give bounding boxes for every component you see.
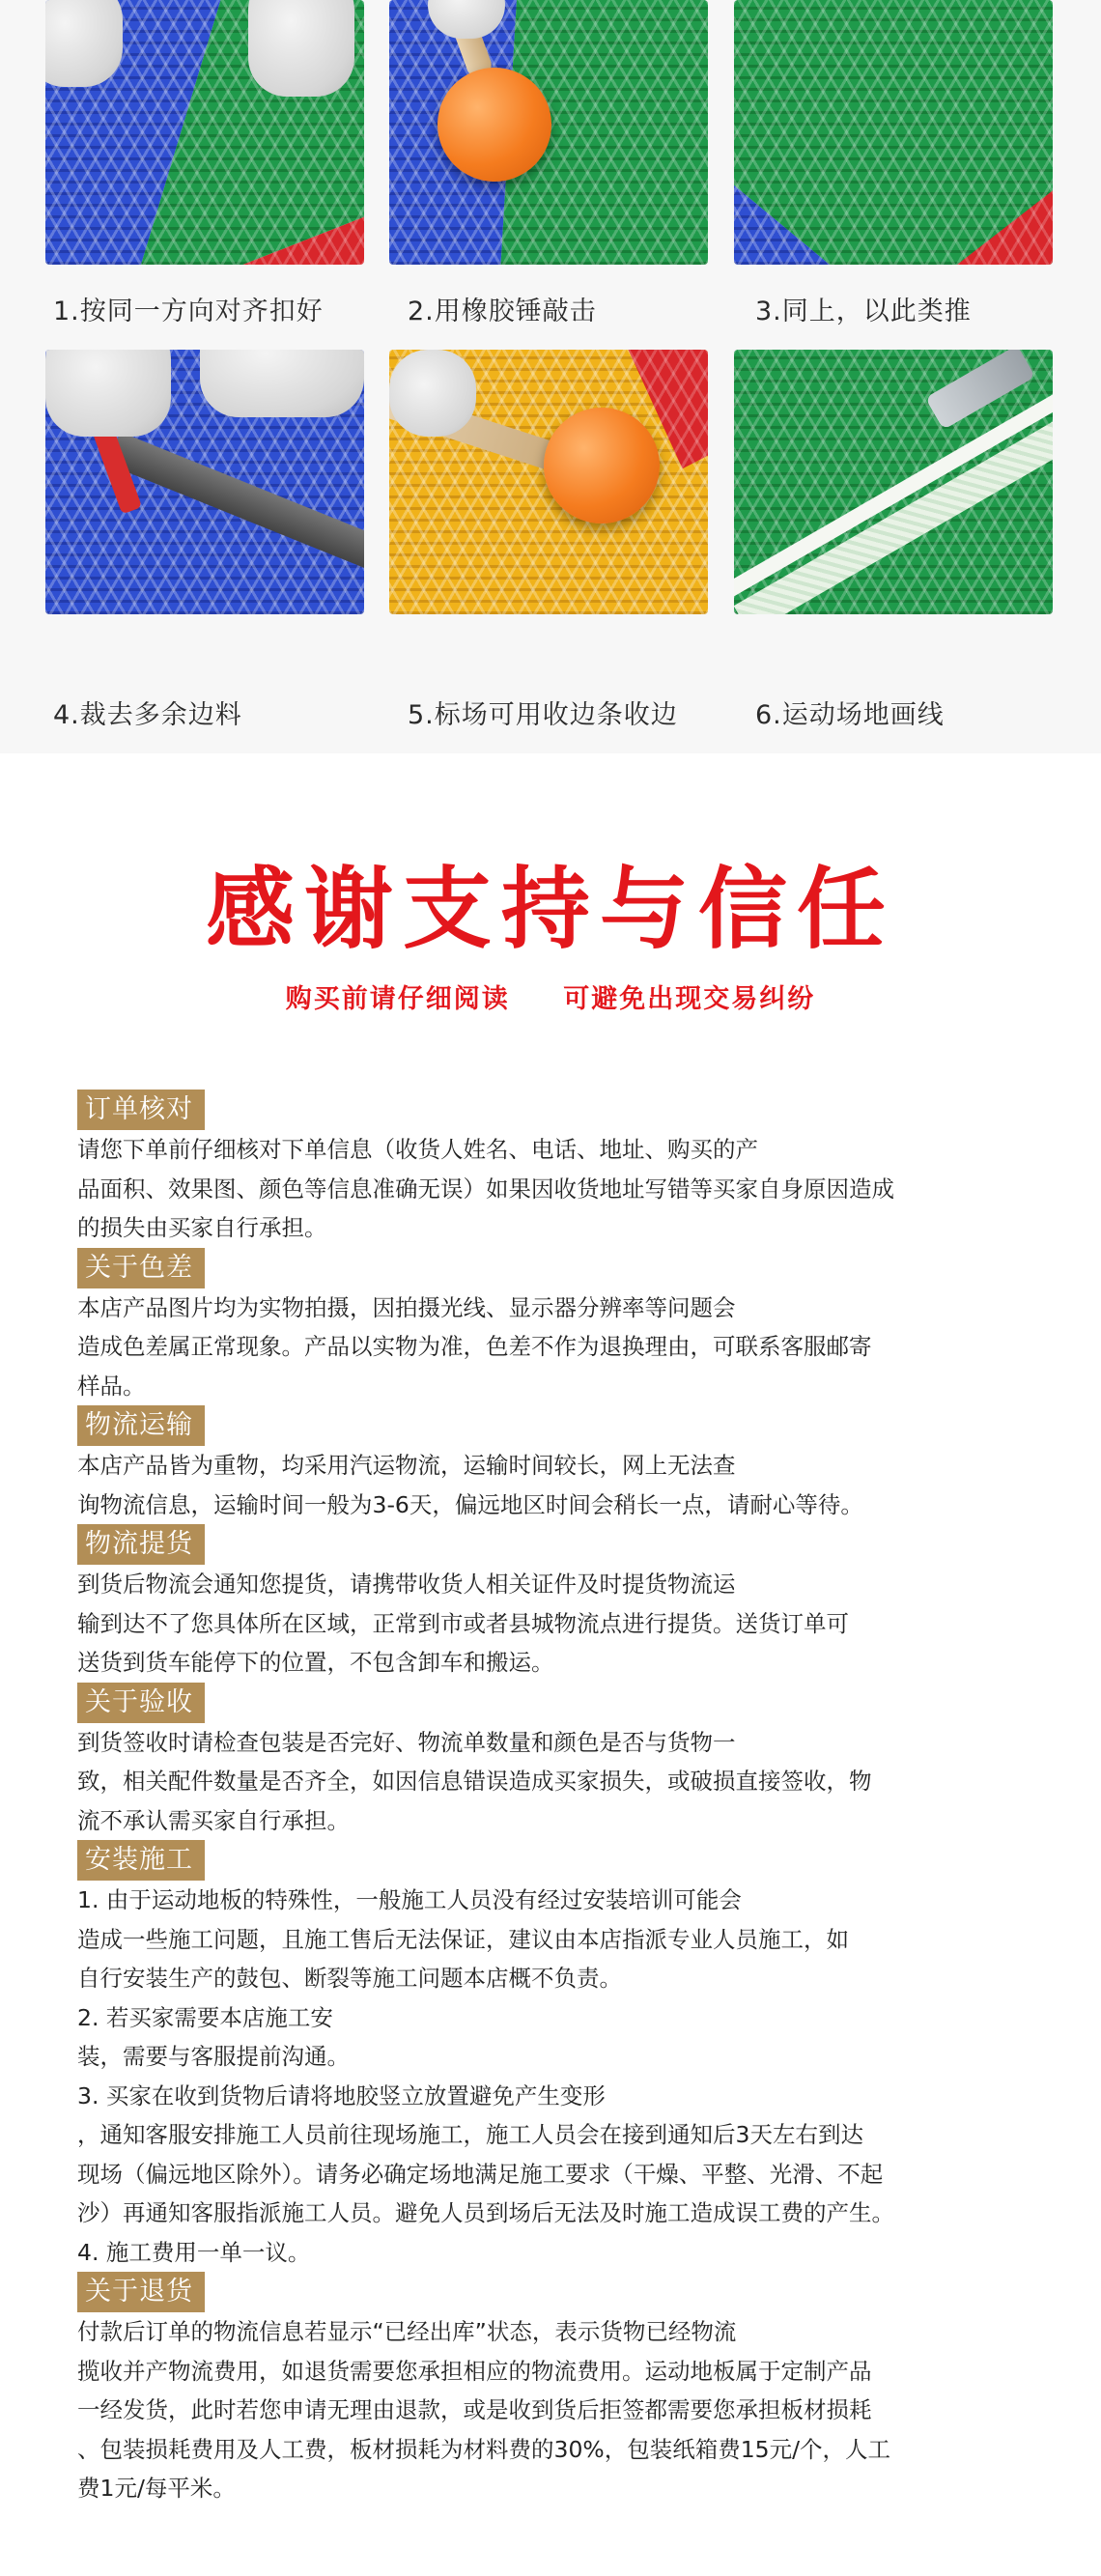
notice-section [77, 1840, 1043, 2272]
section-line: 到货签收时请检查包装是否完好、物流单数量和颜色是否与货物一 [77, 1728, 736, 1756]
step-5 [389, 350, 708, 614]
section-line: 请您下单前仔细核对下单信息（收货人姓名、电话、地址、购买的产 [77, 1136, 758, 1163]
step-1-caption: 1.按同一方向对齐扣好 [53, 297, 324, 326]
step-4-caption: 4.裁去多余边料 [53, 700, 242, 730]
section-line: 沙）再通知客服指派施工人员。避免人员到场后无法及时施工造成误工费的产生。 [77, 2199, 894, 2226]
section-heading: 关于验收 [77, 1683, 205, 1723]
section-heading: 安装施工 [77, 1840, 205, 1881]
step-5-photo [389, 350, 708, 614]
notice-section [77, 1090, 1043, 1248]
step-4-photo [45, 350, 364, 614]
section-line: 付款后订单的物流信息若显示“已经出库”状态，表示货物已经物流 [77, 2318, 737, 2345]
section-body [77, 1565, 1043, 1683]
section-heading: 物流提货 [77, 1524, 205, 1565]
section-line: 询物流信息，运输时间一般为3-6天，偏远地区时间会稍长一点，请耐心等待。 [77, 1490, 863, 1518]
notice-section [77, 1683, 1043, 1841]
section-line: 费1元/每平米。 [77, 2475, 236, 2502]
notice-section [77, 2272, 1043, 2508]
step-1 [45, 0, 364, 265]
section-heading: 关于退货 [77, 2272, 205, 2312]
step-4 [45, 350, 364, 614]
section-body [77, 1130, 1043, 1248]
step-6-photo [734, 350, 1053, 614]
thanks-subtitle-right: 可避免出现交易纠纷 [563, 984, 816, 1014]
section-line: 品面积、效果图、颜色等信息准确无误）如果因收货地址写错等买家自身原因造成 [77, 1175, 894, 1203]
step-3-photo [734, 0, 1053, 265]
section-line: 的损失由买家自行承担。 [77, 1214, 327, 1241]
step-6-caption: 6.运动场地画线 [755, 700, 945, 730]
section-body [77, 1881, 1043, 2272]
section-body [77, 1446, 1043, 1524]
section-line: 输到达不了您具体所在区域，正常到市或者县城物流点进行提货。送货订单可 [77, 1609, 849, 1637]
section-line: 现场（偏远地区除外）。请务必确定场地满足施工要求（干燥、平整、光滑、不起 [77, 2160, 884, 2188]
section-line: 致，相关配件数量是否齐全，如因信息错误造成买家损失，或破损直接签收，物 [77, 1768, 872, 1795]
step-5-caption: 5.标场可用收边条收边 [408, 700, 678, 730]
notice-section [77, 1248, 1043, 1406]
thanks-subtitle [0, 977, 1101, 1015]
section-line: 、包装损耗费用及人工费，板材损耗为材料费的30%，包装纸箱费15元/个，人工 [77, 2435, 891, 2463]
section-line: 送货到货车能停下的位置，不包含卸车和搬运。 [77, 1649, 554, 1676]
section-body [77, 1723, 1043, 1841]
step-2-caption: 2.用橡胶锤敲击 [408, 297, 597, 326]
thanks-title: 感谢支持与信任 [205, 857, 895, 961]
installation-steps-grid [0, 0, 1101, 753]
section-line: 装，需要与客服提前沟通。 [77, 2043, 350, 2070]
section-line: 流不承认需买家自行承担。 [77, 1806, 350, 1834]
step-3-caption: 3.同上，以此类推 [755, 297, 972, 326]
step-2 [389, 0, 708, 265]
section-line: 到货后物流会通知您提货，请携带收货人相关证件及时提货物流运 [77, 1571, 736, 1598]
thanks-subtitle-left: 购买前请仔细阅读 [285, 984, 510, 1014]
section-line: 样品。 [77, 1372, 146, 1400]
section-heading: 订单核对 [77, 1090, 205, 1130]
section-line: 本店产品皆为重物，均采用汽运物流，运输时间较长，网上无法查 [77, 1452, 736, 1479]
section-line: ，通知客服安排施工人员前往现场施工，施工人员会在接到通知后3天左右到达 [77, 2121, 863, 2148]
step-3 [734, 0, 1053, 265]
section-line: 自行安装生产的鼓包、断裂等施工问题本店概不负责。 [77, 1965, 622, 1992]
step-6 [734, 350, 1053, 614]
section-body [77, 1288, 1043, 1406]
notice-section [77, 1405, 1043, 1524]
section-line: 造成色差属正常现象。产品以实物为准，色差不作为退换理由，可联系客服邮寄 [77, 1333, 872, 1360]
section-line: 造成一些施工问题，且施工售后无法保证，建议由本店指派专业人员施工，如 [77, 1925, 849, 1953]
section-line: 1. 由于运动地板的特殊性，一般施工人员没有经过安装培训可能会 [77, 1886, 742, 1913]
notice-section [77, 1524, 1043, 1683]
section-body [77, 2312, 1043, 2508]
purchase-notice [77, 1090, 1043, 2508]
step-2-photo [389, 0, 708, 265]
section-line: 2. 若买家需要本店施工安 [77, 2003, 333, 2031]
section-line: 4. 施工费用一单一议。 [77, 2238, 311, 2266]
section-line: 揽收并产物流费用，如退货需要您承担相应的物流费用。运动地板属于定制产品 [77, 2357, 872, 2385]
section-heading: 关于色差 [77, 1248, 205, 1288]
section-heading: 物流运输 [77, 1405, 205, 1446]
section-line: 一经发货，此时若您申请无理由退款，或是收到货后拒签都需要您承担板材损耗 [77, 2396, 872, 2423]
step-1-photo [45, 0, 364, 265]
section-line: 3. 买家在收到货物后请将地胶竖立放置避免产生变形 [77, 2081, 606, 2109]
section-line: 本店产品图片均为实物拍摄，因拍摄光线、显示器分辨率等问题会 [77, 1293, 736, 1321]
